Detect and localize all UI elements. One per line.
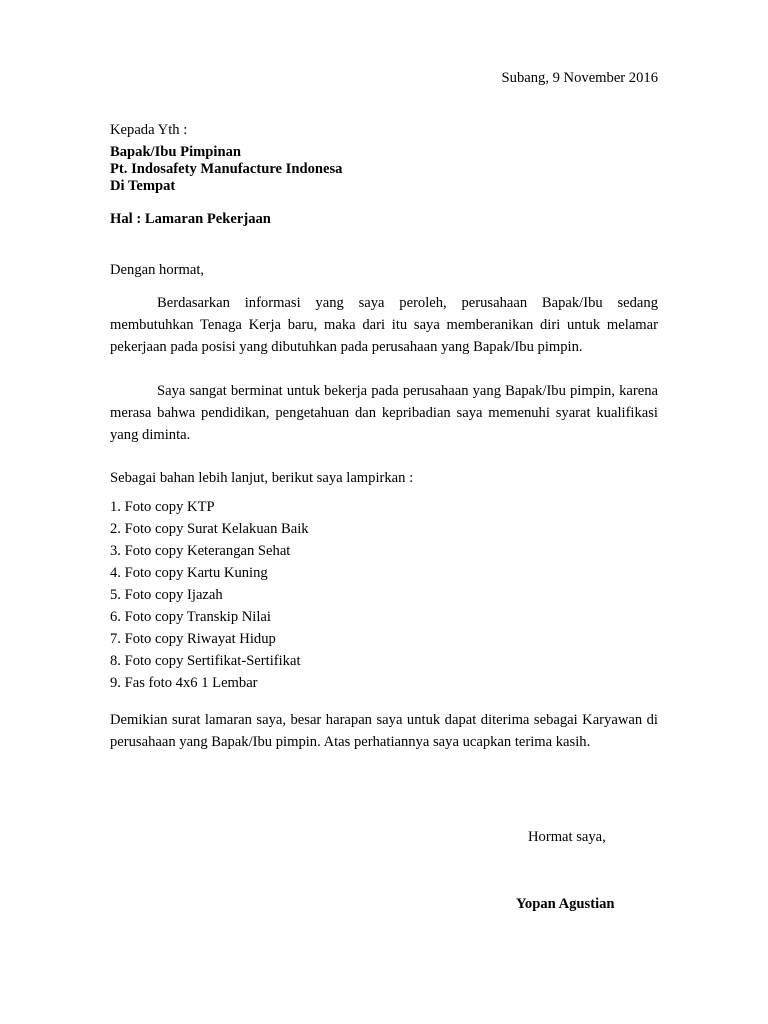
subject-line: Hal : Lamaran Pekerjaan — [110, 211, 271, 227]
recipient-line-1: Bapak/Ibu Pimpinan — [110, 144, 242, 160]
greeting: Dengan hormat, — [110, 262, 205, 278]
place-date: Subang, 9 November 2016 — [501, 70, 658, 86]
paragraph-2: Saya sangat berminat untuk bekerja pada perusahaan yang Bapak/Ibu pimpin, karena merasa bahwa pendidikan, pengetahuan dan kepribadian saya memenuhi syarat kualifikasi yang diminta. — [110, 383, 658, 443]
closing-paragraph: Demikian surat lamaran saya, besar harapan saya untuk dapat diterima sebagai Karyawan di perusahaan yang Bapak/Ibu pimpin. Atas perhatiannya saya ucapkan terima kasih. — [110, 712, 658, 750]
list-item: 7. Foto copy Riwayat Hidup — [110, 631, 276, 647]
list-item: 9. Fas foto 4x6 1 Lembar — [110, 675, 258, 691]
recipient-line-3: Di Tempat — [110, 178, 176, 194]
closing: Hormat saya, — [528, 829, 606, 845]
list-item: 4. Foto copy Kartu Kuning — [110, 565, 268, 581]
list-item: 2. Foto copy Surat Kelakuan Baik — [110, 521, 309, 537]
list-item: 8. Foto copy Sertifikat-Sertifikat — [110, 653, 301, 669]
signature-name: Yopan Agustian — [516, 896, 615, 912]
list-item: 5. Foto copy Ijazah — [110, 587, 223, 603]
salutation-to: Kepada Yth : — [110, 122, 188, 138]
list-item: 1. Foto copy KTP — [110, 499, 215, 515]
attachments-intro: Sebagai bahan lebih lanjut, berikut saya lampirkan : — [110, 470, 414, 486]
recipient-line-2: Pt. Indosafety Manufacture Indonesa — [110, 161, 343, 177]
paragraph-1: Berdasarkan informasi yang saya peroleh, perusahaan Bapak/Ibu sedang membutuhkan Tenaga Kerja baru, maka dari itu saya memberanikan diri untuk melamar pekerjaan pada posisi yang dibutuhkan pada perusahaan yang Bapak/Ibu pimpin. — [110, 295, 658, 355]
list-item: 3. Foto copy Keterangan Sehat — [110, 543, 291, 559]
list-item: 6. Foto copy Transkip Nilai — [110, 609, 271, 625]
attachments-list — [110, 499, 309, 697]
